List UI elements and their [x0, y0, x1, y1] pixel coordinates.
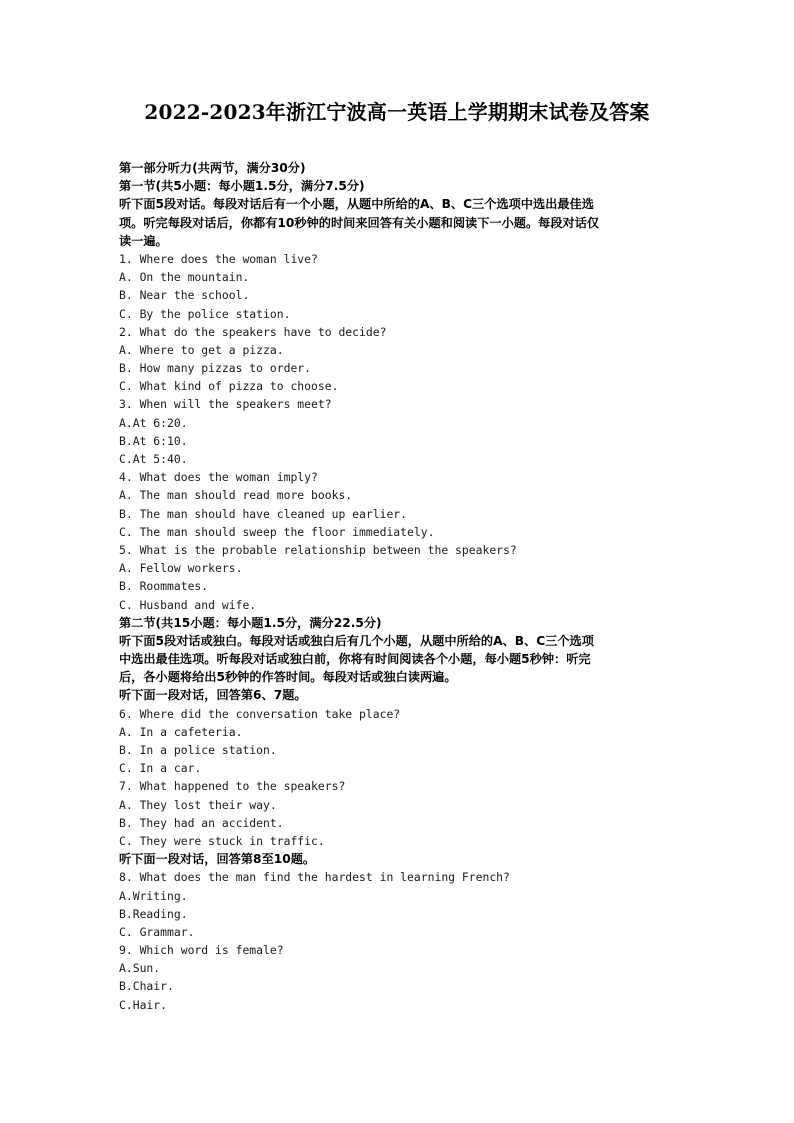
question-line: A. Where to get a pizza. [119, 342, 284, 357]
question-line: C. They were stuck in traffic. [119, 833, 325, 848]
question-line: 9. Which word is female? [119, 943, 284, 958]
question-line: 5. What is the probable relationship between the speakers? [119, 542, 517, 557]
question-line: A. They lost their way. [119, 797, 277, 812]
question-line: C. The man should sweep the floor immediately. [119, 524, 435, 539]
instruction-line: 第一节(共5小题：每小题1.5分，满分7.5分) [119, 179, 365, 194]
question-line: C. Husband and wife. [119, 597, 257, 612]
instruction-line: 项。听完每段对话后，你都有10秒钟的时间来回答有关小题和阅读下一小题。每段对话仅 [119, 215, 600, 230]
question-line: C. In a car. [119, 761, 202, 776]
instruction-line: 听下面一段对话，回答第8至10题。 [119, 852, 316, 867]
instruction-line: 听下面5段对话。每段对话后有一个小题，从题中所给的A、B、C三个选项中选出最佳选 [119, 197, 594, 212]
question-line: A.At 6:20. [119, 415, 188, 430]
question-line: A. In a cafeteria. [119, 724, 243, 739]
page-title: 2022-2023年浙江宁波高一英语上学期期末试卷及答案 [144, 100, 650, 124]
question-line: A.Writing. [119, 888, 188, 903]
question-line: A. Fellow workers. [119, 561, 243, 576]
question-line: B.Chair. [119, 979, 174, 994]
question-line: B. In a police station. [119, 743, 277, 757]
question-line: 8. What does the man find the hardest in learning French? [119, 870, 510, 885]
instruction-line: 中选出最佳选项。听每段对话或独白前，你将有时间阅读各个小题，每小题5秒钟：听完 [119, 652, 591, 667]
question-line: A. The man should read more books. [119, 488, 353, 503]
question-line: 6. Where did the conversation take place? [119, 706, 401, 721]
question-line: B. They had an accident. [119, 815, 284, 830]
question-line: C. By the police station. [119, 306, 291, 321]
question-line: 1. Where does the woman live? [119, 251, 318, 266]
document-body [119, 159, 679, 1014]
question-line: B.At 6:10. [119, 433, 188, 448]
instruction-line: 听下面一段对话，回答第6、7题。 [119, 688, 307, 703]
question-line: A. On the mountain. [119, 270, 250, 285]
question-line: B. How many pizzas to order. [119, 361, 312, 376]
instruction-line: 第二节(共15小题：每小题1.5分，满分22.5分) [119, 615, 382, 630]
question-line: C. Grammar. [119, 924, 195, 939]
instruction-line: 读一遍。 [119, 233, 168, 248]
question-line: C.At 5:40. [119, 452, 188, 466]
question-line: B. Near the school. [119, 288, 250, 303]
instruction-line: 第一部分听力(共两节，满分30分) [119, 161, 306, 175]
question-line: B. The man should have cleaned up earlier. [119, 506, 408, 521]
question-line: B.Reading. [119, 906, 188, 921]
question-line: C.Hair. [119, 997, 168, 1012]
question-line: C. What kind of pizza to choose. [119, 379, 339, 394]
question-line: 2. What do the speakers have to decide? [119, 324, 387, 339]
question-line: 3. When will the speakers meet? [119, 397, 332, 412]
question-line: A.Sun. [119, 961, 161, 976]
question-line: B. Roommates. [119, 579, 209, 594]
question-line: 7. What happened to the speakers? [119, 779, 346, 794]
instruction-line: 听下面5段对话或独白。每段对话或独白后有几个小题，从题中所给的A、B、C三个选项 [119, 633, 594, 648]
question-line: 4. What does the woman imply? [119, 470, 318, 485]
instruction-line: 后，各小题将给出5秒钟的作答时间。每段对话或独白读两遍。 [119, 670, 457, 685]
